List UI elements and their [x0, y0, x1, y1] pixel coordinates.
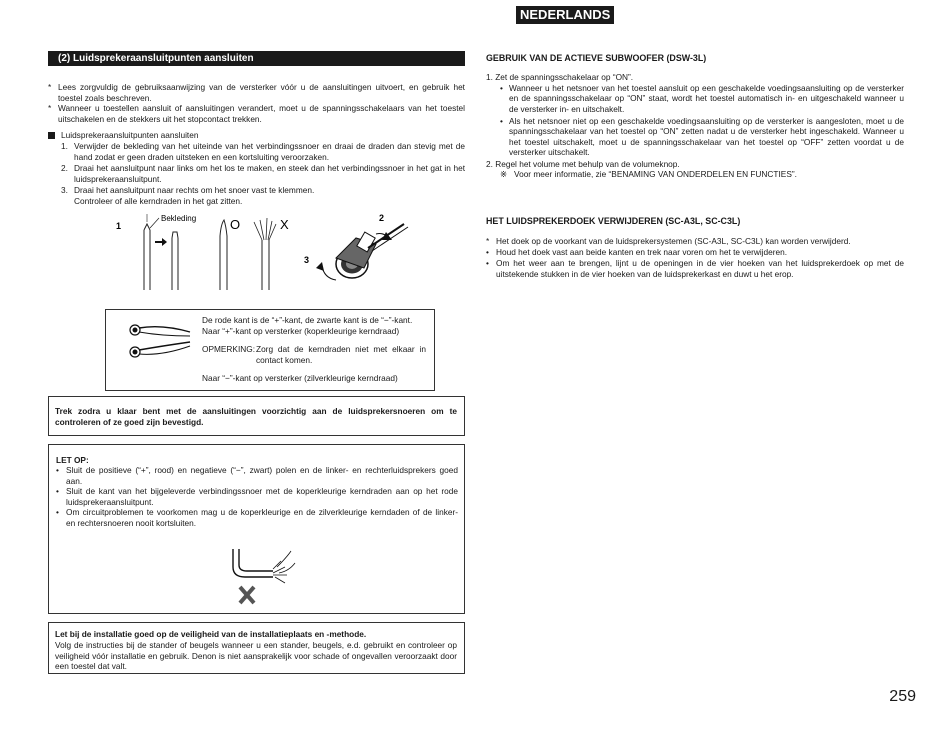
bullet-icon: •: [486, 258, 489, 268]
step-number: 3.: [61, 185, 68, 195]
subwoofer-bullet: [486, 83, 904, 116]
installation-safety-box: [48, 622, 465, 674]
speaker-terminal-icon: [316, 224, 408, 280]
wiring-figure: [110, 208, 440, 293]
check-line: controleren of ze goed zijn bevestigd.: [55, 416, 204, 427]
ng-mark: X: [280, 217, 289, 232]
bullet-line: versterker uitschakelt.: [509, 147, 590, 158]
bullet-line: en rechtersnoeren nooit kortsluiten.: [66, 517, 197, 528]
bullet-line: Als het netsnoer niet op een geschakelde voedingsaansluiting op de versterker is aangesloten, moet u de: [509, 115, 904, 126]
step-number: 2.: [61, 163, 68, 173]
caution-title: LET OP:: [56, 455, 89, 465]
minus-side-text: Naar “−”-kant op versterker (zilverkleurige kerndraad): [202, 373, 398, 384]
step-line: Draai het aansluitpunt naar rechts om het snoer vast te klemmen.: [74, 185, 315, 195]
figure-label-2: 2: [379, 213, 385, 223]
figure-label-1: 1: [116, 221, 122, 231]
reference-mark: ※: [500, 169, 507, 180]
note-line: Wanneer u toestellen aansluit of aansluitingen verandert, moet u de spanningsschakelaars van het toestel: [58, 103, 465, 113]
section-title: (2) Luidsprekeraansluitpunten aansluiten: [58, 53, 254, 64]
note-line: toestel zoals beschreven.: [58, 92, 152, 103]
note-line: contact komen.: [256, 354, 313, 365]
ng-wire-icon: [254, 218, 276, 290]
plus-side-text: Naar “+”-kant op versterker (koperkleurige kerndraad): [202, 325, 400, 336]
step-line: luidsprekeraansluitpunt.: [74, 173, 162, 184]
caution-box: [48, 444, 465, 614]
bullet-icon: •: [56, 465, 59, 475]
step-line: hand zodat er geen draden uitsteken en een kortsluiting veroorzaken.: [74, 151, 330, 162]
install-line: Volg de instructies bij de stander of beugels wanneer u een stander, beugels, e.d. gebruikt en controleer op: [55, 640, 457, 650]
bullet-line: spanningsschakelaar van het toestel op “ON” zetten nadat u de versterker hebt ingeschakeld. Wanneer u: [509, 126, 904, 137]
bekleding-label: Bekleding: [161, 214, 197, 223]
page-number: 259: [889, 688, 916, 705]
note-label: OPMERKING:: [202, 344, 256, 355]
bullet-icon: •: [500, 82, 503, 93]
subsection-label: Luidsprekeraansluitpunten aansluiten: [61, 130, 199, 140]
bullet-line: Sluit de kant van het bijgeleverde verbindingssnoer met de koperkleurige kerndraden aan op het rode: [66, 486, 458, 496]
subwoofer-heading: GEBRUIK VAN DE ACTIEVE SUBWOOFER (DSW-3L): [486, 53, 707, 63]
bullet-icon: •: [56, 507, 59, 517]
bullet-icon: •: [500, 115, 503, 126]
caution-bullet: [56, 486, 458, 507]
subwoofer-step-2: 2. Regel het volume met behulp van de volumeknop.: [486, 158, 680, 169]
cloth-star-note: [486, 236, 904, 247]
wire-polarity-text: De rode kant is de “+”-kant, de zwarte kant is de “−”-kant.: [202, 315, 413, 325]
cloth-bullet: [486, 258, 904, 280]
bullet-line: de versterker in- en uitschakelt.: [509, 103, 625, 114]
bullet-line: en de spanningsschakelaar op “ON” staat, wordt het toestel automatisch in- en uitgeschakeld wanneer u: [509, 93, 904, 104]
language-badge: NEDERLANDS: [516, 6, 614, 24]
reference-note: [486, 169, 904, 180]
square-bullet-icon: [48, 132, 55, 139]
note-mark: *: [48, 82, 52, 92]
step-line: Verwijder de bekleding van het uiteinde van het verbindingssnoer en draai de draden dan stevig met de: [74, 141, 465, 151]
install-line: een toestel dat valt.: [55, 661, 127, 672]
asterisk-mark: *: [486, 236, 490, 246]
bullet-line: aan.: [66, 475, 83, 486]
cloth-instructions: [486, 236, 904, 280]
subwoofer-bullet: [486, 116, 904, 159]
ok-wire-icon: [220, 220, 227, 290]
bullet-line: Om circuitproblemen te voorkomen mag u de koperkleurige en de zilverkleurige kerndaden of de linker-: [66, 507, 458, 517]
figure-label-3: 3: [304, 255, 310, 265]
caution-bullet: [56, 465, 458, 486]
bullet-line: Houd het doek vast aan beide kanten en trek naar voren om het te verwijderen.: [496, 247, 788, 257]
stripped-wire-icon: [144, 214, 150, 290]
bullet-line: uitstekende stukken in de vier hoeken van de luidsprekerkast en duwt u het erop.: [496, 268, 794, 279]
cloth-bullet: [486, 247, 904, 258]
wire-color-box: [105, 309, 435, 391]
short-circuit-warning-icon: [221, 545, 301, 607]
cloth-note-text: Het doek op de voorkant van de luidsprekersystemen (SC-A3L, SC-C3L) kan worden verwijderd.: [496, 236, 851, 246]
ok-mark: O: [230, 217, 241, 232]
install-title: Let bij de installatie goed op de veiligheid van de installatieplaats en -methode.: [55, 629, 367, 639]
note-mark: *: [48, 103, 52, 113]
section-title-bar: [48, 51, 465, 66]
subwoofer-instructions: [486, 72, 904, 180]
caution-bullet: [56, 507, 458, 528]
cloth-heading: HET LUIDSPREKERDOEK VERWIJDEREN (SC-A3L, SC-C3L): [486, 216, 741, 226]
note-line: uitschakelen en de stekkers uit het stopcontact trekken.: [58, 113, 262, 124]
check-line: Trek zodra u klaar bent met de aansluitingen voorzichtig aan de luidsprekersnoeren om te: [55, 406, 457, 416]
arrow-right-icon: [155, 238, 167, 246]
bullet-line: luidsprekeraansluitpunt.: [66, 496, 154, 507]
subwoofer-step-1: 1. Zet de spanningsschakelaar op “ON”.: [486, 72, 634, 82]
bullet-line: Sluit de positieve (“+”, rood) en negatieve (“−”, zwart) polen en de linker- en rechterluidsprekers goed: [66, 465, 458, 475]
bullet-line: het toestel uitschakelt, moet u de spanningsschakelaar van het toestel op “OFF” zetten voordat u de: [509, 136, 904, 147]
install-line: veiligheid vóór installatie en gebruik. Denon is niet aansprakelijk voor schade of ongevallen veroorzaakt door: [55, 650, 457, 661]
reference-text: Voor meer informatie, zie “BENAMING VAN ONDERDELEN EN FUNCTIES”.: [514, 169, 797, 180]
note-line: Zorg dat de kerndraden niet met elkaar in: [256, 344, 426, 355]
twisted-wire-icon: [172, 232, 178, 290]
step-line: Draai het aansluitpunt naar links om het los te maken, en steek dan het verbindingssnoer in het gat in het: [74, 163, 465, 173]
bullet-icon: •: [56, 486, 59, 496]
step-line: Controleer of alle kerndraden in het gat zitten.: [74, 195, 243, 206]
check-notice-box: [48, 396, 465, 436]
bullet-icon: •: [486, 247, 489, 257]
step-number: 1.: [61, 141, 68, 151]
callout-line: [150, 218, 159, 228]
note-line: Lees zorgvuldig de gebruiksaanwijzing van de versterker vóór u de aansluitingen uitvoert, en gebruik het: [58, 82, 465, 92]
bullet-line: Om het weer aan te brengen, lijnt u de openingen in de vier hoeken van het luidsprekerdoek op met de: [496, 258, 904, 268]
caution-list: [56, 465, 458, 528]
bullet-line: Wanneer u het netsnoer van het toestel aansluit op een geschakelde voedingsaansluiting op de versterker: [509, 82, 904, 93]
wire-ends-icon: [122, 322, 192, 360]
